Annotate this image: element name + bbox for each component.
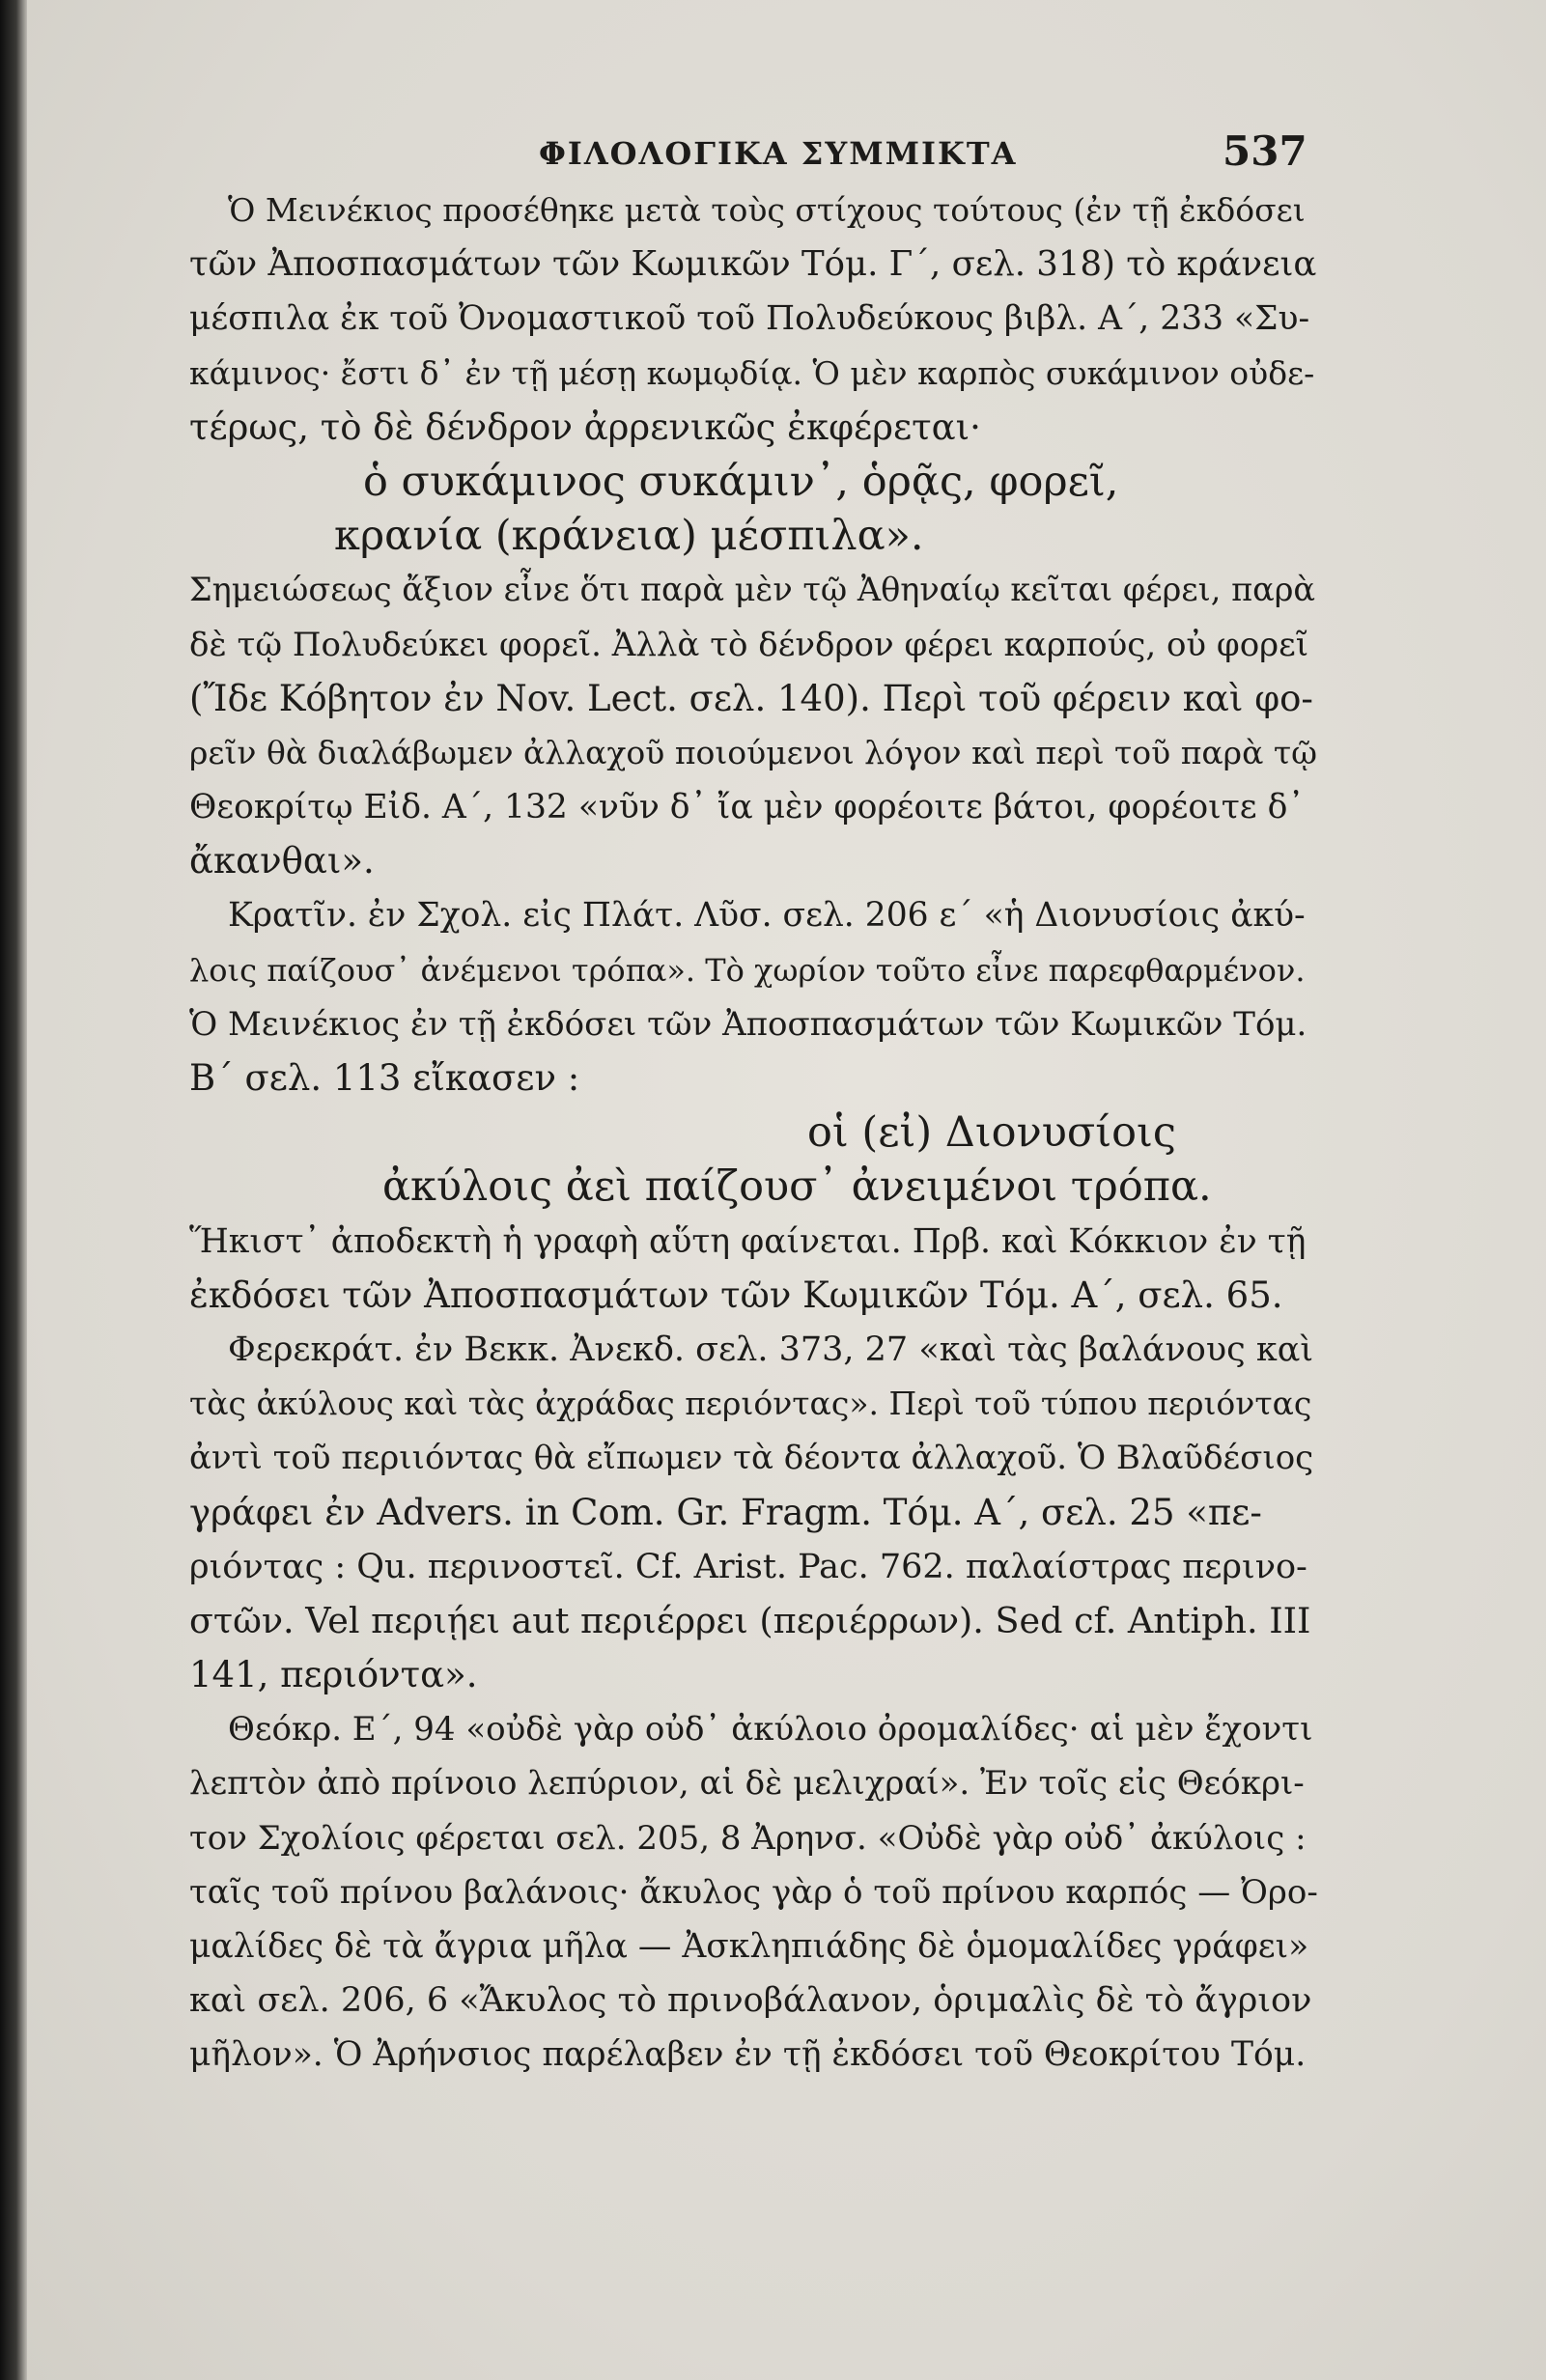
text-line: στῶν. Vel περιῄει aut περιέρρει (περιέρρων). Sed cf. Antiph. III [189,1599,1311,1641]
body-text [189,183,1319,2083]
text-line: τέρως, τὸ δὲ δένδρον ἀρρενικῶς ἐκφέρεται· [189,406,981,448]
text-line: Φερεκράτ. ἐν Βεκκ. Ἀνεκδ. σελ. 373, 27 «καὶ τὰς βαλάνους καὶ [228,1330,1314,1369]
running-head: ΦΙΛΟΛΟΓΙΚΑ ΣΥΜΜΙΚΤΑ [539,135,1018,172]
text-line: Κρατῖν. ἐν Σχολ. εἰς Πλάτ. Λῦσ. σελ. 206 ε΄ «ἡ Διονυσίοις ἀκύ- [228,896,1306,936]
text-line: Ὁ Μεινέκιος προσέθηκε μετὰ τοὺς στίχους τούτους (ἐν τῇ ἐκδόσει [228,191,1306,229]
text-line: γράφει ἐν Advers. in Com. Gr. Fragm. Τόμ. Α΄, σελ. 25 «πε- [189,1491,1262,1533]
book-page [27,0,1546,2380]
text-line: τον Σχολίοις φέρεται σελ. 205, 8 Ἀρηνσ. «Οὐδὲ γὰρ οὐδ᾽ ἀκύλοις : [189,1818,1307,1858]
verse-line: κρανία (κράνεια) μέσπιλα». [334,512,924,561]
text-line: μαλίδες δὲ τὰ ἄγρια μῆλα — Ἀσκληπιάδης δὲ ὁμομαλίδες γράφει» [189,1927,1309,1966]
text-line: ἀντὶ τοῦ περιιόντας θὰ εἴπωμεν τὰ δέοντα ἀλλαχοῦ. Ὁ Βλαῦδέσιος [189,1439,1314,1478]
text-line: κάμινος· ἔστι δ᾽ ἐν τῇ μέσῃ κωμῳδίᾳ. Ὁ μὲν καρπὸς συκάμινον οὐδε- [189,353,1315,392]
text-line: μῆλον». Ὁ Ἀρήνσιος παρέλαβεν ἐν τῇ ἐκδόσει τοῦ Θεοκρίτου Τόμ. [189,2035,1307,2075]
text-line: (Ἴδε Κόβητον ἐν Nov. Lect. σελ. 140). Περὶ τοῦ φέρειν καὶ φο- [189,677,1313,719]
text-line: λεπτὸν ἀπὸ πρίνοιο λεπύριον, αἱ δὲ μελιχραί». Ἐν τοῖς εἰς Θεόκρι- [189,1764,1305,1804]
text-line: Θεοκρίτῳ Εἰδ. Α΄, 132 «νῦν δ᾽ ἴα μὲν φορέοιτε βάτοι, φορέοιτε δ᾽ [189,788,1305,827]
text-line: τῶν Ἀποσπασμάτων τῶν Κωμικῶν Τόμ. Γ΄, σελ. 318) τὸ κράνεια [189,244,1317,285]
page-number: 537 [1223,127,1307,175]
text-line: Θεόκρ. Ε΄, 94 «οὐδὲ γὰρ οὐδ᾽ ἀκύλοιο ὀρομαλίδες· αἱ μὲν ἔχοντι [228,1710,1313,1750]
text-line: ρεῖν θὰ διαλάβωμεν ἀλλαχοῦ ποιούμενοι λόγον καὶ περὶ τοῦ παρὰ τῷ [189,733,1318,771]
text-line: ἄκανθαι». [189,840,375,882]
text-line: Β΄ σελ. 113 εἴκασεν : [189,1057,580,1099]
text-line: Σημειώσεως ἄξιον εἶνε ὅτι παρὰ μὲν τῷ Ἀθηναίῳ κεῖται φέρει, παρὰ [189,571,1316,609]
book-binding-edge [0,0,27,2380]
verse-line: οἱ (εἰ) Διονυσίοις [807,1108,1176,1158]
text-line: τὰς ἀκύλους καὶ τὰς ἀχράδας περιόντας». Περὶ τοῦ τύπου περιόντας [189,1385,1312,1423]
text-line: Ἥκιστ᾽ ἀποδεκτὴ ἡ γραφὴ αὕτη φαίνεται. Πρβ. καὶ Κόκκιον ἐν τῇ [189,1221,1307,1261]
verse-line: ἀκύλοις ἀεὶ παίζουσ᾽ ἀνειμένοι τρόπα. [382,1162,1212,1212]
text-line: λοις παίζουσ᾽ ἀνέμενοι τρόπα». Τὸ χωρίον τοῦτο εἶνε παρεφθαρμένον. [189,951,1306,989]
verse-line: ὁ συκάμινος συκάμιν᾽, ὁρᾷς, φορεῖ, [363,457,1119,506]
text-line: ριόντας : Qu. περινοστεῖ. Cf. Arist. Pac. 762. παλαίστρας περινο- [189,1547,1307,1586]
text-line: 141, περιόντα». [189,1654,478,1696]
text-line: καὶ σελ. 206, 6 «Ἄκυλος τὸ πρινοβάλανον, ὁριμαλὶς δὲ τὸ ἄγριον [189,1981,1312,2021]
text-line: δὲ τῷ Πολυδεύκει φορεῖ. Ἀλλὰ τὸ δένδρον φέρει καρπούς, οὐ φορεῖ [189,625,1309,664]
text-line: ἐκδόσει τῶν Ἀποσπασμάτων τῶν Κωμικῶν Τόμ. Α΄, σελ. 65. [189,1274,1283,1316]
text-line: Ὁ Μεινέκιος ἐν τῇ ἐκδόσει τῶν Ἀποσπασμάτων τῶν Κωμικῶν Τόμ. [189,1004,1307,1044]
text-line: ταῖς τοῦ πρίνου βαλάνοις· ἄκυλος γὰρ ὁ τοῦ πρίνου καρπός — Ὀρο- [189,1872,1318,1912]
text-line: μέσπιλα ἐκ τοῦ Ὀνομαστικοῦ τοῦ Πολυδεύκους βιβλ. Α΄, 233 «Συ- [189,299,1310,339]
